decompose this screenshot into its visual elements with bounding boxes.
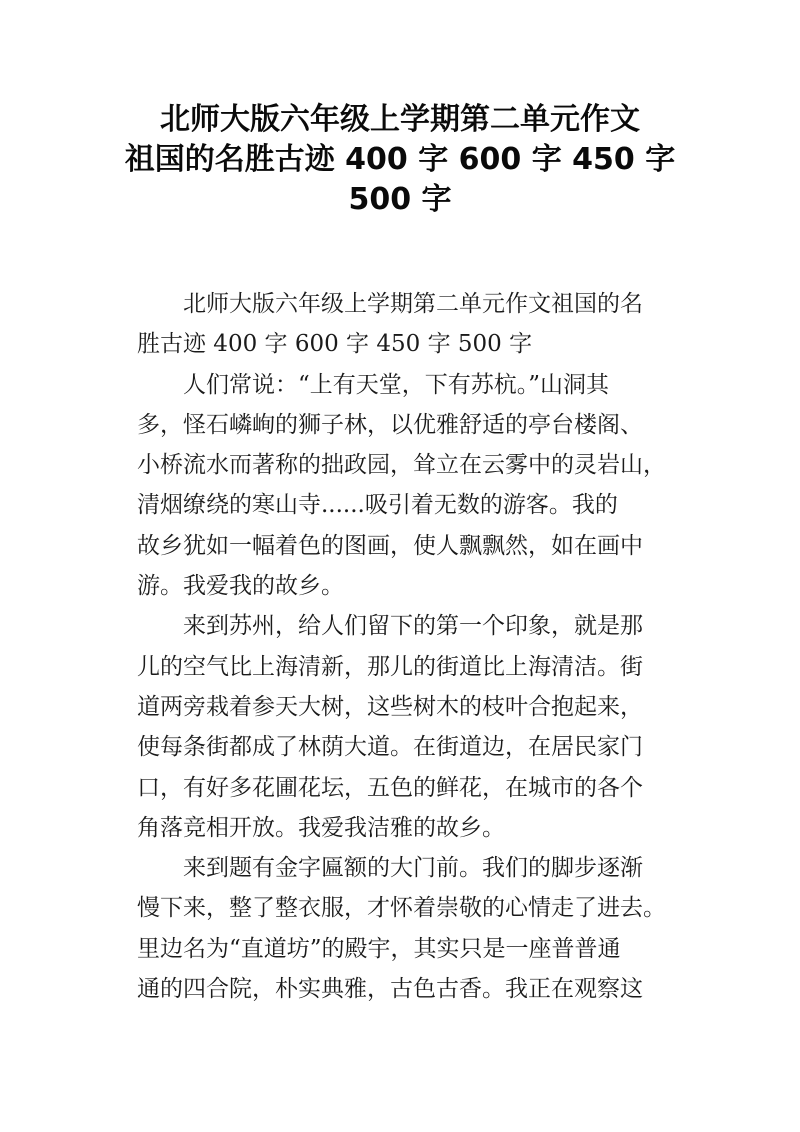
paragraph-line: 口，有好多花圃花坛，五色的鲜花，在城市的各个	[137, 774, 643, 801]
paragraph-line: 通的四合院，朴实典雅，古色古香。我正在观察这	[137, 976, 643, 1003]
title-line-1: 北师大版六年级上学期第二单元作文	[160, 102, 640, 137]
paragraph-2	[137, 365, 697, 607]
paragraph-line: 人们常说：“上有天堂，下有苏杭。”山洞其	[183, 371, 610, 398]
paragraph-line: 北师大版六年级上学期第二单元作文祖国的名	[183, 291, 643, 317]
paragraph-line: 游。我爱我的故乡。	[137, 573, 344, 600]
paragraph-line: 故乡犹如一幅着色的图画，使人飘飘然，如在画中	[137, 532, 643, 559]
paragraph-line: 慢下来，整了整衣服，才怀着崇敬的心情走了进去。	[137, 895, 666, 922]
paragraph-line: 小桥流水而著称的拙政园，耸立在云雾中的灵岩山，	[137, 452, 666, 479]
paragraph-line: 多，怪石嶙峋的狮子林，以优雅舒适的亭台楼阁、	[137, 411, 643, 438]
document-title	[120, 100, 680, 220]
paragraph-line: 里边名为“直道坊”的殿宇，其实只是一座普普通	[137, 935, 621, 962]
paragraph-line: 使每条街都成了林荫大道。在街道边，在居民家门	[137, 734, 643, 761]
paragraph-line: 清烟缭绕的寒山寺......吸引着无数的游客。我的	[137, 492, 618, 519]
paragraph-4	[137, 848, 697, 1009]
paragraph-line: 道两旁栽着参天大树，这些树木的枝叶合抱起来，	[137, 693, 643, 720]
paragraph-line: 来到题有金字匾额的大门前。我们的脚步逐渐	[183, 855, 643, 882]
document-body	[137, 284, 697, 1009]
paragraph-line: 来到苏州，给人们留下的第一个印象，就是那	[183, 613, 643, 640]
paragraph-1	[137, 284, 697, 365]
paragraph-line: 胜古迹 400 字 600 字 450 字 500 字	[137, 331, 533, 358]
paragraph-line: 角落竞相开放。我爱我洁雅的故乡。	[137, 814, 505, 841]
title-line-2: 祖国的名胜古迹 400 字 600 字 450 字	[124, 142, 676, 177]
title-line-3: 500 字	[348, 182, 452, 217]
paragraph-line: 儿的空气比上海清新，那儿的街道比上海清洁。街	[137, 653, 643, 680]
paragraph-3	[137, 606, 697, 848]
